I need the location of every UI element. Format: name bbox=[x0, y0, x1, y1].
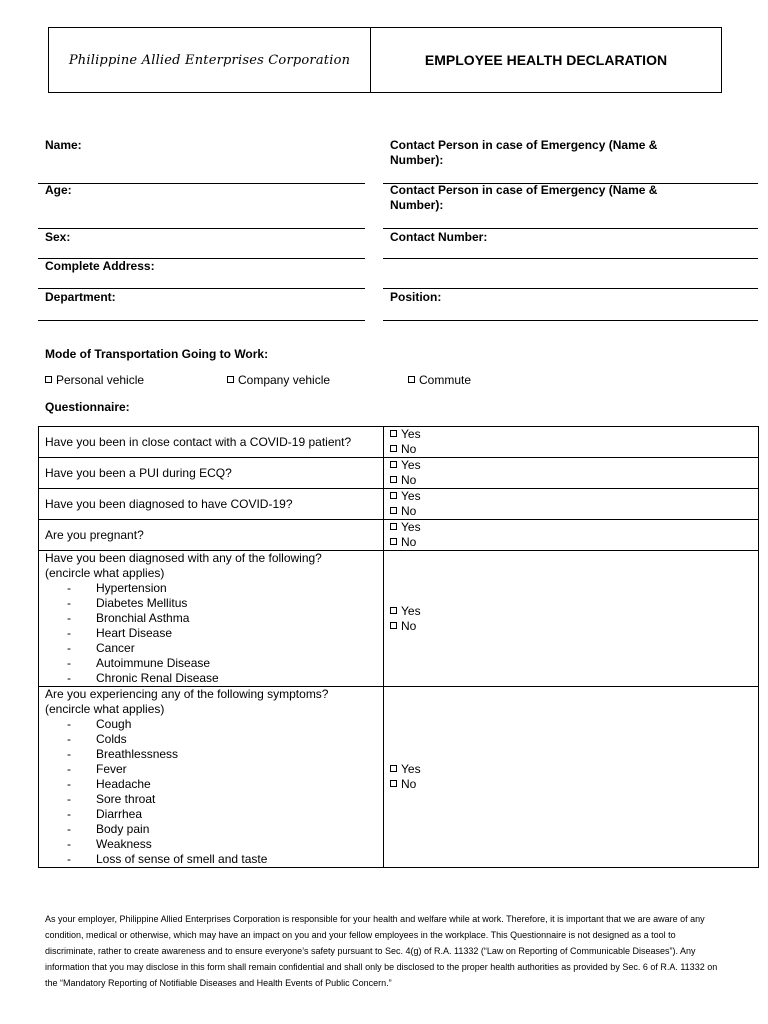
contact-number-field[interactable] bbox=[383, 258, 758, 259]
questionnaire-heading: Questionnaire: bbox=[45, 400, 130, 414]
question-cell: Are you experiencing any of the following symptoms? (encircle what applies) - Cough - Colds - Breathlessness - Fever - Headache - Sore throat - Diarrhea - Body pain - Weakness - Loss of sense of smell and taste bbox=[39, 687, 384, 868]
yes-option[interactable]: Yes bbox=[390, 427, 752, 442]
list-item[interactable]: - Bronchial Asthma bbox=[45, 611, 377, 626]
answer-cell bbox=[384, 551, 759, 687]
position-label: Position: bbox=[390, 290, 442, 304]
list-item[interactable]: - Sore throat bbox=[45, 792, 377, 807]
question-cell: Have you been diagnosed to have COVID-19? bbox=[39, 489, 384, 520]
yes-option[interactable]: Yes bbox=[390, 489, 752, 504]
list-item[interactable]: - Cough bbox=[45, 717, 377, 732]
transport-option-commute[interactable]: Commute bbox=[408, 373, 471, 387]
age-label: Age: bbox=[45, 183, 72, 197]
transport-option-personal[interactable]: Personal vehicle bbox=[45, 373, 144, 387]
answer-cell bbox=[384, 489, 759, 520]
address-field[interactable] bbox=[38, 288, 365, 289]
symptom-list bbox=[45, 717, 377, 867]
transport-heading: Mode of Transportation Going to Work: bbox=[45, 347, 269, 361]
transport-option-company[interactable]: Company vehicle bbox=[227, 373, 330, 387]
no-option[interactable]: No bbox=[390, 535, 752, 550]
sex-label: Sex: bbox=[45, 230, 71, 244]
name-label: Name: bbox=[45, 138, 82, 152]
no-option[interactable]: No bbox=[390, 442, 752, 457]
question-row bbox=[39, 551, 759, 687]
form-header bbox=[48, 27, 722, 93]
question-row bbox=[39, 458, 759, 489]
question-cell: Have you been diagnosed with any of the following? (encircle what applies) - Hypertension - Diabetes Mellitus - Bronchial Asthma - Heart Disease - Cancer - Autoimmune Disease - Chronic Renal Disease bbox=[39, 551, 384, 687]
company-logo: Philippine Allied Enterprises Corporation bbox=[49, 28, 371, 92]
emergency-contact-2-field[interactable] bbox=[383, 228, 758, 229]
question-cell: Have you been in close contact with a COVID-19 patient? bbox=[39, 427, 384, 458]
question-row bbox=[39, 489, 759, 520]
list-item[interactable]: - Autoimmune Disease bbox=[45, 656, 377, 671]
checkbox-icon[interactable] bbox=[408, 376, 415, 383]
answer-cell bbox=[384, 520, 759, 551]
answer-cell bbox=[384, 687, 759, 868]
list-item[interactable]: - Chronic Renal Disease bbox=[45, 671, 377, 686]
right-blank-field[interactable] bbox=[383, 288, 758, 289]
checkbox-icon[interactable] bbox=[390, 523, 397, 530]
yes-option[interactable]: Yes bbox=[390, 458, 752, 473]
checkbox-icon[interactable] bbox=[390, 538, 397, 545]
question-row bbox=[39, 520, 759, 551]
position-field[interactable] bbox=[383, 320, 758, 321]
department-field[interactable] bbox=[38, 320, 365, 321]
name-field[interactable] bbox=[38, 183, 365, 184]
department-label: Department: bbox=[45, 290, 116, 304]
contact-number-label: Contact Number: bbox=[390, 230, 488, 244]
no-option[interactable]: No bbox=[390, 619, 752, 634]
checkbox-icon[interactable] bbox=[390, 607, 397, 614]
checkbox-icon[interactable] bbox=[390, 461, 397, 468]
disclaimer-text: As your employer, Philippine Allied Enterprises Corporation is responsible for your health and welfare while at work. Therefore, it is important that we are aware of any condition, medical or otherwise, which may have an impact on you and your fellow employees in the workplace. This Questionnaire is not designed as a tool to discriminate, rather to create awareness and to ensure everyone’s safety pursuant to Sec. 4(g) of R.A. 11332 (“Law on Reporting of Communicable Diseases”). Any information that you may disclose in this form shall remain confidential and shall only be disclosed to the proper health authorities as provided by Sec. 6 of R.A. 11332 on the “Mandatory Reporting of Notifiable Diseases and Health Events of Public Concern.” bbox=[45, 914, 718, 988]
list-item[interactable]: - Cancer bbox=[45, 641, 377, 656]
questionnaire-table bbox=[38, 426, 759, 868]
list-item[interactable]: - Fever bbox=[45, 762, 377, 777]
list-item[interactable]: - Headache bbox=[45, 777, 377, 792]
list-item[interactable]: - Loss of sense of smell and taste bbox=[45, 852, 377, 867]
no-option[interactable]: No bbox=[390, 504, 752, 519]
list-item[interactable]: - Diabetes Mellitus bbox=[45, 596, 377, 611]
no-option[interactable]: No bbox=[390, 777, 752, 792]
list-item[interactable]: - Colds bbox=[45, 732, 377, 747]
checkbox-icon[interactable] bbox=[390, 507, 397, 514]
answer-cell bbox=[384, 458, 759, 489]
question-cell: Are you pregnant? bbox=[39, 520, 384, 551]
checkbox-icon[interactable] bbox=[390, 430, 397, 437]
emergency-contact-2-label: Contact Person in case of Emergency (Name & Number): bbox=[390, 183, 658, 212]
form-title: EMPLOYEE HEALTH DECLARATION bbox=[424, 52, 668, 68]
list-item[interactable]: - Breathlessness bbox=[45, 747, 377, 762]
list-item[interactable]: - Weakness bbox=[45, 837, 377, 852]
list-item[interactable]: - Hypertension bbox=[45, 581, 377, 596]
list-item[interactable]: - Diarrhea bbox=[45, 807, 377, 822]
checkbox-icon[interactable] bbox=[45, 376, 52, 383]
no-option[interactable]: No bbox=[390, 473, 752, 488]
checkbox-icon[interactable] bbox=[390, 780, 397, 787]
question-row bbox=[39, 687, 759, 868]
yes-option[interactable]: Yes bbox=[390, 762, 752, 777]
emergency-contact-1-label: Contact Person in case of Emergency (Name & Number): bbox=[390, 138, 658, 167]
question-cell: Have you been a PUI during ECQ? bbox=[39, 458, 384, 489]
checkbox-icon[interactable] bbox=[390, 622, 397, 629]
answer-cell bbox=[384, 427, 759, 458]
checkbox-icon[interactable] bbox=[390, 765, 397, 772]
list-item[interactable]: - Body pain bbox=[45, 822, 377, 837]
checkbox-icon[interactable] bbox=[390, 476, 397, 483]
address-label: Complete Address: bbox=[45, 259, 155, 273]
condition-list bbox=[45, 581, 377, 686]
checkbox-icon[interactable] bbox=[390, 445, 397, 452]
list-item[interactable]: - Heart Disease bbox=[45, 626, 377, 641]
checkbox-icon[interactable] bbox=[227, 376, 234, 383]
checkbox-icon[interactable] bbox=[390, 492, 397, 499]
question-row bbox=[39, 427, 759, 458]
yes-option[interactable]: Yes bbox=[390, 520, 752, 535]
age-field[interactable] bbox=[38, 228, 365, 229]
yes-option[interactable]: Yes bbox=[390, 604, 752, 619]
